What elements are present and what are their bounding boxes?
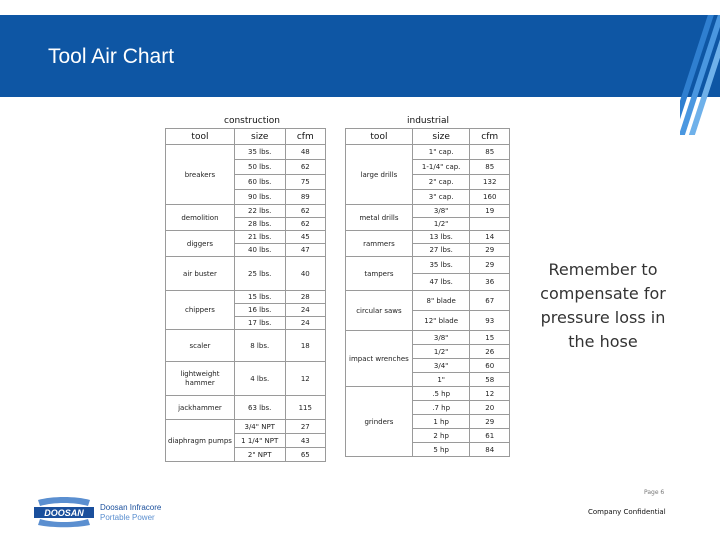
col-header-size: size: [412, 129, 470, 145]
cfm-cell: 60: [470, 359, 510, 373]
cfm-cell: 26: [470, 345, 510, 359]
cfm-cell: 29: [470, 257, 510, 274]
cfm-cell: 27: [285, 420, 325, 434]
tool-cell: tampers: [346, 257, 413, 291]
size-cell: 1 hp: [412, 415, 470, 429]
cfm-cell: 19: [470, 205, 510, 218]
tool-cell: lightweight hammer: [166, 362, 235, 396]
cfm-cell: [470, 218, 510, 231]
doosan-logo: [32, 496, 96, 533]
size-cell: 2" cap.: [412, 175, 470, 190]
size-cell: 1 1/4" NPT: [234, 434, 285, 448]
size-cell: 3" cap.: [412, 190, 470, 205]
construction-caption: construction: [224, 116, 280, 126]
size-cell: 13 lbs.: [412, 231, 470, 244]
pressure-loss-note: Remember to compensate for pressure loss in the hose: [540, 260, 666, 351]
size-cell: 63 lbs.: [234, 396, 285, 420]
cfm-cell: 24: [285, 304, 325, 317]
tool-cell: scaler: [166, 330, 235, 362]
size-cell: 3/4" NPT: [234, 420, 285, 434]
cfm-cell: 29: [470, 244, 510, 257]
cfm-cell: 14: [470, 231, 510, 244]
industrial-caption: industrial: [407, 116, 450, 126]
col-header-cfm: cfm: [285, 129, 325, 145]
size-cell: 35 lbs.: [412, 257, 470, 274]
tool-cell: grinders: [346, 387, 413, 457]
cfm-cell: 62: [285, 218, 325, 231]
cfm-cell: 61: [470, 429, 510, 443]
cfm-cell: 67: [470, 291, 510, 311]
cfm-cell: 62: [285, 160, 325, 175]
col-header-cfm: cfm: [470, 129, 510, 145]
size-cell: 50 lbs.: [234, 160, 285, 175]
construction-table: [165, 128, 326, 462]
size-cell: 1/2": [412, 218, 470, 231]
size-cell: 5 hp: [412, 443, 470, 457]
size-cell: 40 lbs.: [234, 244, 285, 257]
tool-cell: breakers: [166, 145, 235, 205]
tool-cell: jackhammer: [166, 396, 235, 420]
tool-cell: large drills: [346, 145, 413, 205]
size-cell: 4 lbs.: [234, 362, 285, 396]
col-header-tool: tool: [166, 129, 235, 145]
col-header-tool: tool: [346, 129, 413, 145]
size-cell: 21 lbs.: [234, 231, 285, 244]
cfm-cell: 29: [470, 415, 510, 429]
tool-cell: circular saws: [346, 291, 413, 331]
cfm-cell: 89: [285, 190, 325, 205]
size-cell: 12" blade: [412, 311, 470, 331]
size-cell: 16 lbs.: [234, 304, 285, 317]
cfm-cell: 15: [470, 331, 510, 345]
tool-cell: diggers: [166, 231, 235, 257]
tool-cell: chippers: [166, 291, 235, 330]
size-cell: 60 lbs.: [234, 175, 285, 190]
tool-cell: impact wrenches: [346, 331, 413, 387]
size-cell: 25 lbs.: [234, 257, 285, 291]
cfm-cell: 20: [470, 401, 510, 415]
size-cell: 47 lbs.: [412, 274, 470, 291]
cfm-cell: 43: [285, 434, 325, 448]
size-cell: 22 lbs.: [234, 205, 285, 218]
size-cell: 8 lbs.: [234, 330, 285, 362]
cfm-cell: 65: [285, 448, 325, 462]
industrial-table: [345, 128, 510, 457]
size-cell: 2 hp: [412, 429, 470, 443]
cfm-cell: 18: [285, 330, 325, 362]
size-cell: 3/4": [412, 359, 470, 373]
slide-title: Tool Air Chart: [48, 45, 175, 68]
size-cell: 1": [412, 373, 470, 387]
cfm-cell: 93: [470, 311, 510, 331]
cfm-cell: 24: [285, 317, 325, 330]
tool-cell: air buster: [166, 257, 235, 291]
cfm-cell: 84: [470, 443, 510, 457]
decorative-stripes: [680, 15, 720, 165]
cfm-cell: 62: [285, 205, 325, 218]
size-cell: 1" cap.: [412, 145, 470, 160]
cfm-cell: 40: [285, 257, 325, 291]
cfm-cell: 160: [470, 190, 510, 205]
title-banner: [0, 15, 720, 97]
cfm-cell: 85: [470, 160, 510, 175]
cfm-cell: 85: [470, 145, 510, 160]
size-cell: 90 lbs.: [234, 190, 285, 205]
logo-wordmark: DOOSAN: [44, 508, 84, 518]
col-header-size: size: [234, 129, 285, 145]
size-cell: 15 lbs.: [234, 291, 285, 304]
size-cell: 17 lbs.: [234, 317, 285, 330]
size-cell: 3/8": [412, 205, 470, 218]
tool-cell: diaphragm pumps: [166, 420, 235, 462]
size-cell: 28 lbs.: [234, 218, 285, 231]
cfm-cell: 36: [470, 274, 510, 291]
company-name: [100, 503, 161, 523]
size-cell: 35 lbs.: [234, 145, 285, 160]
size-cell: 1/2": [412, 345, 470, 359]
cfm-cell: 115: [285, 396, 325, 420]
cfm-cell: 28: [285, 291, 325, 304]
cfm-cell: 45: [285, 231, 325, 244]
size-cell: 27 lbs.: [412, 244, 470, 257]
size-cell: 2" NPT: [234, 448, 285, 462]
size-cell: .7 hp: [412, 401, 470, 415]
doosan-logo-mark: [32, 496, 96, 528]
logo-swoosh-bottom: [38, 519, 90, 527]
size-cell: 3/8": [412, 331, 470, 345]
company-name-line1: Doosan Infracore: [100, 503, 162, 512]
size-cell: .5 hp: [412, 387, 470, 401]
cfm-cell: 12: [285, 362, 325, 396]
cfm-cell: 58: [470, 373, 510, 387]
confidential-footer: Company Confidential: [588, 508, 666, 516]
cfm-cell: 75: [285, 175, 325, 190]
cfm-cell: 47: [285, 244, 325, 257]
cfm-cell: 48: [285, 145, 325, 160]
tool-cell: rammers: [346, 231, 413, 257]
page-number: Page 6: [644, 489, 665, 496]
company-name-line2: Portable Power: [100, 513, 155, 522]
cfm-cell: 132: [470, 175, 510, 190]
size-cell: 8" blade: [412, 291, 470, 311]
tool-cell: demolition: [166, 205, 235, 231]
size-cell: 1-1/4" cap.: [412, 160, 470, 175]
tool-cell: metal drills: [346, 205, 413, 231]
cfm-cell: 12: [470, 387, 510, 401]
logo-swoosh-top: [38, 497, 90, 506]
